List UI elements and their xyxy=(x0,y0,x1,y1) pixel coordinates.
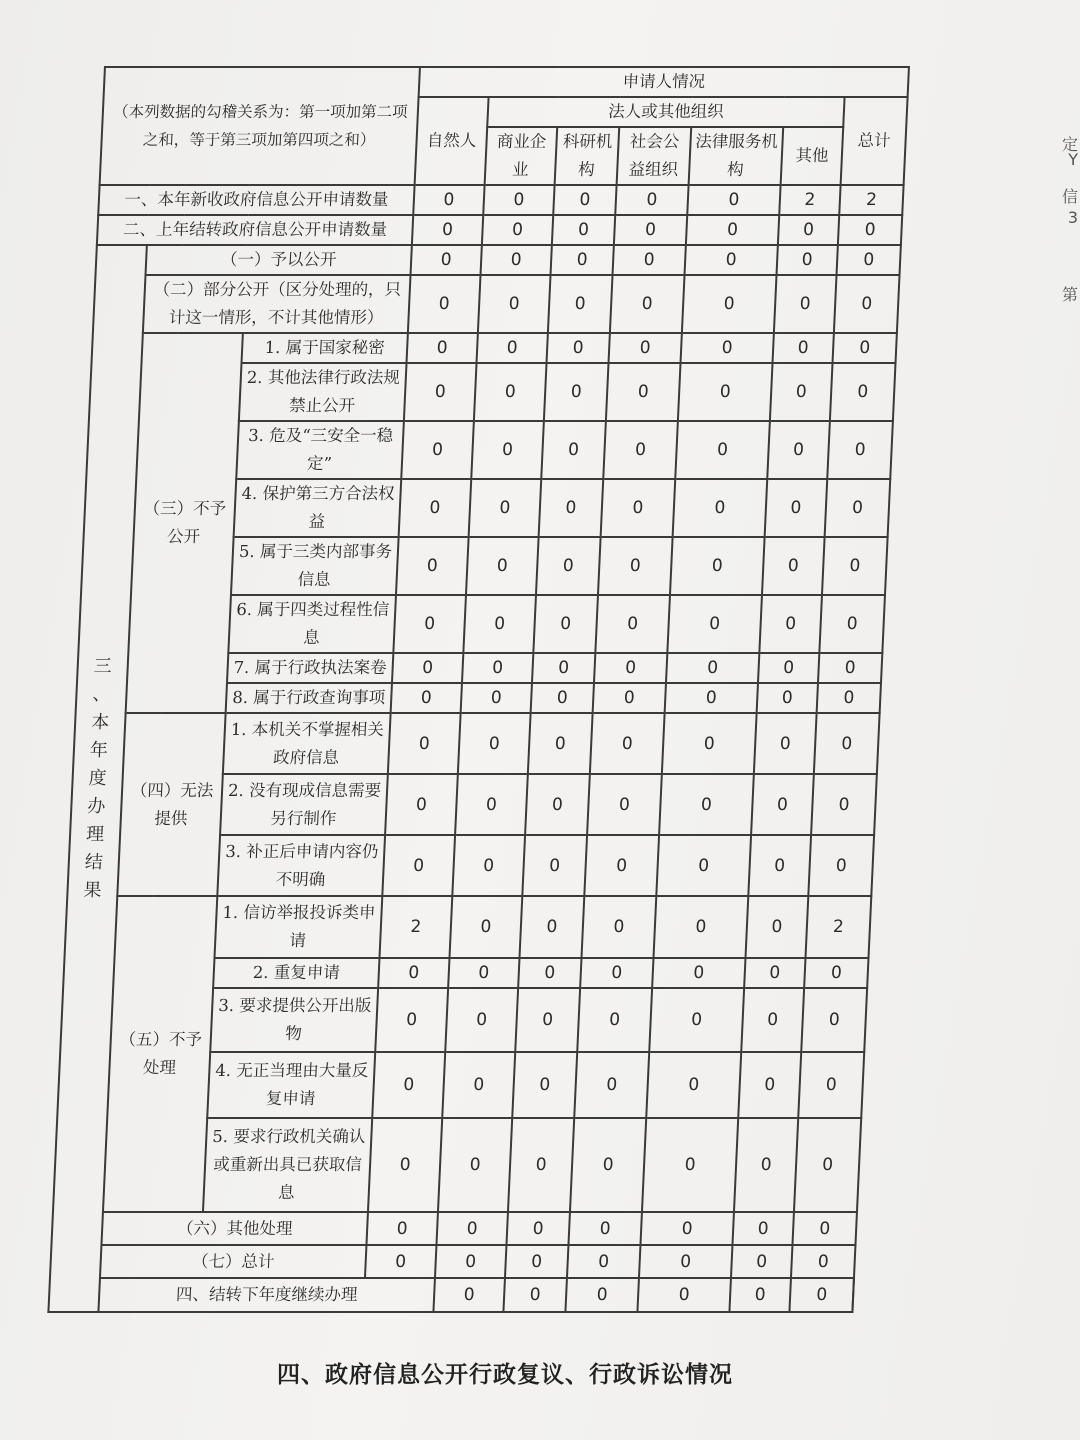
cell-value: 0 xyxy=(838,215,902,245)
cell-value: 0 xyxy=(666,653,759,683)
cell-value: 0 xyxy=(372,1052,445,1118)
cell-value: 0 xyxy=(584,835,659,896)
cell-value: 0 xyxy=(539,479,604,537)
col-research: 科研机构 xyxy=(555,127,620,185)
row-label: （一）予以公开 xyxy=(146,245,412,275)
cell-value: 0 xyxy=(682,275,777,333)
cell-value: 0 xyxy=(393,595,466,653)
row-label: 5. 要求行政机关确认或重新出具已获取信息 xyxy=(203,1118,372,1212)
cell-value: 0 xyxy=(595,595,670,653)
cell-value: 0 xyxy=(435,1245,506,1278)
row-label: 3. 危及“三安全一稳定” xyxy=(236,421,404,479)
cell-value: 0 xyxy=(808,835,874,896)
cell-value: 0 xyxy=(469,479,542,537)
cell-value: 0 xyxy=(452,835,525,896)
cell-value: 0 xyxy=(640,1212,733,1245)
col-total: 总计 xyxy=(841,97,908,185)
cell-value: 0 xyxy=(665,683,758,713)
cell-value: 0 xyxy=(436,1212,507,1245)
cell-value: 0 xyxy=(757,683,818,713)
cell-value: 0 xyxy=(368,1118,442,1212)
table-row xyxy=(73,713,880,774)
cell-value: 0 xyxy=(659,774,754,835)
cell-value: 0 xyxy=(536,537,601,595)
cell-value: 0 xyxy=(533,595,598,653)
cell-value: 0 xyxy=(442,1052,515,1118)
cell-value: 0 xyxy=(741,988,804,1052)
cell-value: 0 xyxy=(462,653,533,683)
cell-value: 0 xyxy=(818,653,882,683)
cell-value: 0 xyxy=(471,421,544,479)
cell-value: 0 xyxy=(407,333,478,363)
cell-value: 0 xyxy=(598,537,673,595)
cell-value: 0 xyxy=(450,896,523,958)
cell-value: 0 xyxy=(568,1212,641,1245)
row-label: 7. 属于行政执法案卷 xyxy=(227,653,393,683)
cell-value: 0 xyxy=(794,1118,861,1212)
cell-value: 0 xyxy=(461,683,532,713)
cell-value: 0 xyxy=(639,1245,732,1278)
cell-value: 0 xyxy=(594,653,667,683)
col-other: 其他 xyxy=(781,127,844,185)
cell-value: 0 xyxy=(649,988,744,1052)
cell-value: 0 xyxy=(748,835,811,896)
row-label: 2. 其他法律行政法规禁止公开 xyxy=(239,363,407,421)
cell-value: 0 xyxy=(667,595,762,653)
cell-value: 0 xyxy=(833,333,897,363)
cell-value: 0 xyxy=(827,421,893,479)
cell-value: 2 xyxy=(806,896,872,958)
row-label: 3. 要求提供公开出版物 xyxy=(210,988,378,1052)
cell-value: 0 xyxy=(830,363,896,421)
cell-value: 0 xyxy=(565,1278,639,1312)
cell-value: 0 xyxy=(541,421,606,479)
table-row xyxy=(51,1212,857,1245)
cell-value: 0 xyxy=(506,1212,569,1245)
cell-value: 0 xyxy=(392,653,463,683)
cell-value: 0 xyxy=(686,215,779,245)
row-label: 3. 补正后申请内容仍不明确 xyxy=(217,835,385,896)
cell-value: 0 xyxy=(759,595,822,653)
cell-value: 0 xyxy=(646,1052,741,1118)
cell-value: 0 xyxy=(482,215,553,245)
cell-value: 0 xyxy=(673,479,768,537)
legal-group-header: 法人或其他组织 xyxy=(487,97,844,127)
cell-value: 0 xyxy=(798,1052,864,1118)
cell-value: 0 xyxy=(751,774,814,835)
section3-text: 三 、 本 年 度 办 理 结 果 xyxy=(83,655,113,901)
cell-value: 0 xyxy=(817,683,881,713)
header-note: （本列数据的勾稽关系为：第一项加第二项之和，等于第三项加第四项之和） xyxy=(100,67,420,185)
cell-value: 0 xyxy=(819,595,885,653)
cell-value: 0 xyxy=(570,1118,646,1212)
cell-value: 0 xyxy=(433,1278,505,1312)
table-row xyxy=(48,1278,854,1312)
row-label: 4. 保护第三方合法权益 xyxy=(234,479,402,537)
cell-value: 0 xyxy=(483,185,554,215)
row-label: 2. 没有现成信息需要另行制作 xyxy=(220,774,388,835)
cell-value: 0 xyxy=(375,988,448,1052)
cell-value: 0 xyxy=(792,1212,857,1245)
edge-text: 定 xyxy=(1061,135,1078,154)
cell-value: 0 xyxy=(411,245,482,275)
cell-value: 0 xyxy=(811,774,877,835)
cell-value: 0 xyxy=(532,653,595,683)
row-label: 四、结转下年度继续办理 xyxy=(98,1278,435,1312)
cell-value: 0 xyxy=(455,774,528,835)
row-label: （二）部分公开（区分处理的，只计这一情形，不计其他情形） xyxy=(143,275,411,333)
cell-value: 0 xyxy=(580,958,653,988)
cell-value: 0 xyxy=(656,835,751,896)
cell-value: 0 xyxy=(567,1245,640,1278)
cell-value: 0 xyxy=(654,896,749,958)
cell-value: 0 xyxy=(512,1052,577,1118)
cell-value: 0 xyxy=(609,333,682,363)
cell-value: 0 xyxy=(642,1118,738,1212)
cell-value: 0 xyxy=(505,1245,568,1278)
col-public-welfare: 社会公益组织 xyxy=(617,127,692,185)
cell-value: 0 xyxy=(773,333,834,363)
cell-value: 0 xyxy=(765,479,828,537)
cell-value: 0 xyxy=(834,275,900,333)
table-row xyxy=(97,215,902,245)
cell-value: 0 xyxy=(366,1212,437,1245)
cell-value: 0 xyxy=(528,713,593,774)
cell-value: 0 xyxy=(825,479,891,537)
group5-label: （五）不予处理 xyxy=(103,896,217,1212)
cell-value: 0 xyxy=(603,421,678,479)
applicant-group-header: 申请人情况 xyxy=(419,67,909,97)
cell-value: 0 xyxy=(408,275,481,333)
cell-value: 0 xyxy=(518,958,581,988)
cell-value: 0 xyxy=(778,215,839,245)
row-label: （七）总计 xyxy=(100,1245,367,1278)
cell-value: 0 xyxy=(744,958,805,988)
cell-value: 0 xyxy=(738,1052,801,1118)
edge-text: 第 xyxy=(1061,285,1078,304)
cell-value: 0 xyxy=(837,245,901,275)
cell-value: 0 xyxy=(814,713,880,774)
cell-value: 0 xyxy=(365,1245,436,1278)
cell-value: 0 xyxy=(547,333,610,363)
cell-value: 0 xyxy=(481,245,552,275)
table-row xyxy=(98,185,903,215)
cell-value: 0 xyxy=(412,215,483,245)
cell-value: 0 xyxy=(687,185,780,215)
row-label: 8. 属于行政查询事项 xyxy=(226,683,392,713)
cell-value: 0 xyxy=(729,1278,791,1312)
cell-value: 0 xyxy=(548,275,613,333)
cell-value: 0 xyxy=(525,774,590,835)
cell-value: 0 xyxy=(801,988,867,1052)
cell-value: 0 xyxy=(606,363,681,421)
cell-value: 0 xyxy=(746,896,809,958)
cell-value: 0 xyxy=(613,245,686,275)
cell-value: 0 xyxy=(520,896,585,958)
cell-value: 0 xyxy=(804,958,868,988)
cell-value: 0 xyxy=(770,363,833,421)
cell-value: 0 xyxy=(463,595,536,653)
table-row xyxy=(92,333,897,363)
cell-value: 0 xyxy=(601,479,676,537)
cell-value: 0 xyxy=(522,835,587,896)
cell-value: 0 xyxy=(388,713,461,774)
cell-value: 2 xyxy=(380,896,453,958)
col-natural-person: 自然人 xyxy=(415,97,489,185)
cell-value: 0 xyxy=(553,185,616,215)
cell-value: 0 xyxy=(774,275,837,333)
row-label: 二、上年结转政府信息公开申请数量 xyxy=(97,215,413,245)
cell-value: 0 xyxy=(614,215,687,245)
cell-value: 0 xyxy=(458,713,531,774)
cell-value: 0 xyxy=(477,333,548,363)
cell-value: 0 xyxy=(615,185,688,215)
cell-value: 0 xyxy=(758,653,819,683)
row-label: 1. 本机关不掌握相关政府信息 xyxy=(223,713,391,774)
row-label: 一、本年新收政府信息公开申请数量 xyxy=(98,185,414,215)
row-label: 5. 属于三类内部事务信息 xyxy=(231,537,399,595)
group4-label: （四）无法提供 xyxy=(117,713,225,896)
cell-value: 0 xyxy=(401,421,474,479)
col-legal-service: 法律服务机构 xyxy=(689,127,784,185)
col-commercial: 商业企业 xyxy=(485,127,558,185)
cell-value: 0 xyxy=(531,683,594,713)
cell-value: 0 xyxy=(593,683,666,713)
cell-value: 0 xyxy=(652,958,745,988)
table-row xyxy=(64,896,871,958)
table-row xyxy=(50,1245,856,1278)
disclosure-statistics-table xyxy=(47,66,910,1313)
section-heading: 四、政府信息公开行政复议、行政诉讼情况 xyxy=(277,1361,733,1388)
cell-value: 0 xyxy=(503,1278,567,1312)
cell-value: 0 xyxy=(791,1245,856,1278)
cell-value: 0 xyxy=(731,1245,792,1278)
cell-value: 0 xyxy=(404,363,477,421)
cell-value: 0 xyxy=(734,1118,798,1212)
cell-value: 0 xyxy=(515,988,580,1052)
cell-value: 0 xyxy=(777,245,838,275)
cell-value: 0 xyxy=(399,479,472,537)
cell-value: 0 xyxy=(789,1278,854,1312)
cell-value: 0 xyxy=(574,1052,649,1118)
cell-value: 0 xyxy=(438,1118,512,1212)
cell-value: 0 xyxy=(378,958,449,988)
cell-value: 0 xyxy=(767,421,830,479)
cell-value: 0 xyxy=(685,245,778,275)
cell-value: 0 xyxy=(391,683,462,713)
cell-value: 0 xyxy=(678,363,773,421)
row-label: 2. 重复申请 xyxy=(213,958,379,988)
cell-value: 0 xyxy=(637,1278,731,1312)
cell-value: 0 xyxy=(448,958,519,988)
cell-value: 0 xyxy=(610,275,685,333)
cell-value: 0 xyxy=(662,713,757,774)
edge-text: 信 xyxy=(1061,187,1078,206)
cell-value: 0 xyxy=(732,1212,793,1245)
cell-value: 0 xyxy=(582,896,657,958)
cell-value: 0 xyxy=(675,421,770,479)
cell-value: 0 xyxy=(587,774,662,835)
row-label: 4. 无正当理由大量反复申请 xyxy=(207,1052,375,1118)
cell-value: 0 xyxy=(396,537,469,595)
row-label: 1. 信访举报投诉类申请 xyxy=(214,896,382,958)
cell-value: 0 xyxy=(385,774,458,835)
edge-text: 3 xyxy=(1067,208,1078,227)
cell-value: 0 xyxy=(577,988,652,1052)
cell-value: 0 xyxy=(754,713,817,774)
cell-value: 0 xyxy=(552,215,615,245)
report-sheet xyxy=(47,66,908,1313)
cell-value: 2 xyxy=(839,185,903,215)
group3-label: （三）不予公开 xyxy=(126,333,243,713)
cell-value: 0 xyxy=(681,333,774,363)
row-label: （六）其他处理 xyxy=(101,1212,368,1245)
cell-value: 0 xyxy=(762,537,825,595)
cell-value: 0 xyxy=(474,363,547,421)
table-row xyxy=(96,245,901,275)
cell-value: 0 xyxy=(382,835,455,896)
cell-value: 0 xyxy=(445,988,518,1052)
cell-value: 0 xyxy=(670,537,765,595)
cell-value: 0 xyxy=(466,537,539,595)
cell-value: 0 xyxy=(551,245,614,275)
table-row xyxy=(93,275,900,333)
cell-value: 0 xyxy=(822,537,888,595)
row-label: 6. 属于四类过程性信息 xyxy=(228,595,396,653)
edge-text: Y xyxy=(1068,150,1078,169)
cell-value: 0 xyxy=(478,275,551,333)
cell-value: 0 xyxy=(544,363,609,421)
cell-value: 0 xyxy=(413,185,484,215)
cell-value: 0 xyxy=(508,1118,574,1212)
cell-value: 0 xyxy=(590,713,665,774)
row-label: 1. 属于国家秘密 xyxy=(242,333,408,363)
cell-value: 2 xyxy=(779,185,840,215)
